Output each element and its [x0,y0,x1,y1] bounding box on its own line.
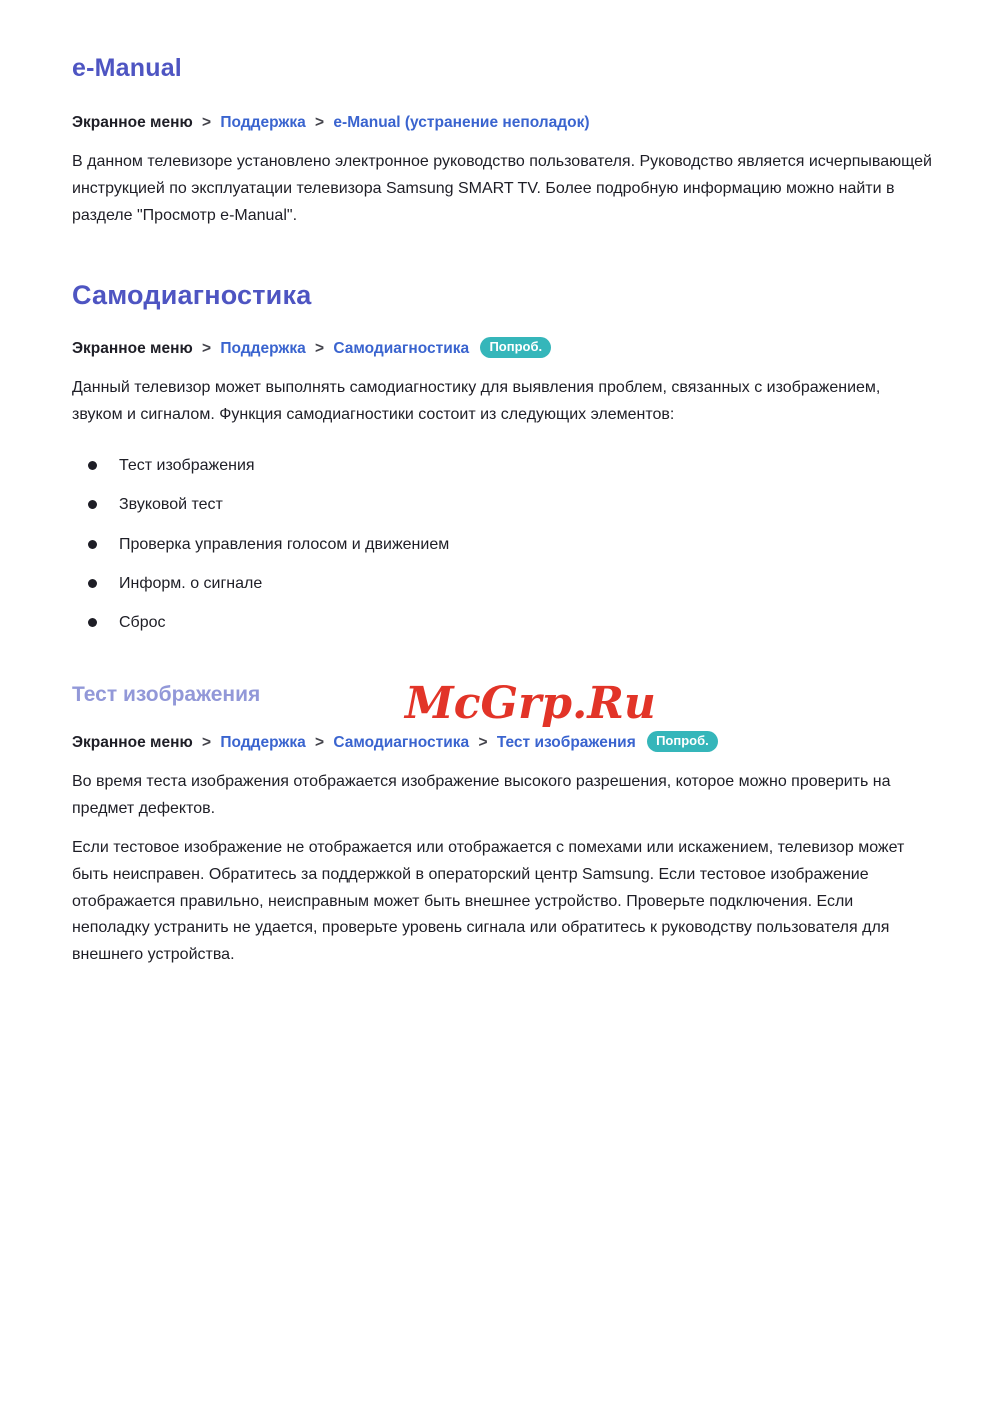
breadcrumb-link-picturetest[interactable]: Тест изображения [496,733,636,751]
section-picturetest [72,683,934,969]
list-item [88,536,934,554]
breadcrumb-link-selfdiag[interactable]: Самодиагностика [333,733,470,751]
paragraph: Данный телевизор может выполнять самодиагностику для выявления проблем, связанных с изображением, звуком и сигналом. Функция самодиагностики состоит из следующих элементов: [72,379,881,423]
breadcrumb-root: Экранное меню [72,339,193,357]
try-now-badge[interactable]: Попроб. [480,337,551,358]
bullet-icon [88,540,97,549]
breadcrumb [72,731,934,754]
page-title: e-Manual [72,54,182,82]
paragraph: Если тестовое изображение не отображается или отображается с помехами или искажением, телевизор может быть неисправен. Обратитесь за поддержкой в операторский центр Samsung. Если тестовое изображение отображается правильно, неисправным может быть внешнее устройство. Проверьте подключения. Если неполадку устранить не удается, проверьте уровень сигнала или обратитесь к руководству пользователя для внешнего устройства. [72,838,905,964]
paragraph: Во время теста изображения отображается изображение высокого разрешения, которое можно проверить на предмет дефектов. [72,773,891,817]
breadcrumb-separator: > [478,733,488,751]
list-item-label: Проверка управления голосом и движением [119,535,450,553]
bullet-icon [88,461,97,470]
watermark: McGrp.Ru [405,678,656,729]
list-item-label: Звуковой тест [119,496,223,514]
try-now-badge[interactable]: Попроб. [647,731,718,752]
breadcrumb [72,337,934,360]
subsection-title: Тест изображения [72,682,261,706]
breadcrumb-root: Экранное меню [72,114,193,131]
section-title: Самодиагностика [72,279,312,310]
list-item-label: Тест изображения [119,456,255,474]
list-item [88,614,934,632]
breadcrumb-link-support[interactable]: Поддержка [220,733,306,751]
bullet-icon [88,618,97,627]
breadcrumb-separator: > [202,339,212,357]
self-diagnosis-list [88,457,934,633]
breadcrumb [72,111,934,134]
breadcrumb-separator: > [202,733,212,751]
breadcrumb-separator: > [315,339,325,357]
list-item-label: Информ. о сигнале [119,575,263,593]
breadcrumb-link-emanual[interactable]: e-Manual (устранение неполадок) [333,114,590,131]
section-emanual [72,54,934,230]
breadcrumb-separator: > [315,114,325,131]
list-item [88,575,934,593]
section-selfdiag [72,280,934,633]
breadcrumb-link-support[interactable]: Поддержка [220,114,306,131]
breadcrumb-link-selfdiag[interactable]: Самодиагностика [333,339,470,357]
list-item [88,457,934,475]
bullet-icon [88,579,97,588]
breadcrumb-separator: > [202,114,212,131]
breadcrumb-separator: > [315,733,325,751]
bullet-icon [88,500,97,509]
list-item-label: Сброс [119,614,166,632]
paragraph: В данном телевизоре установлено электронное руководство пользователя. Руководство является исчерпывающей инструкцией по эксплуатации телевизора Samsung SMART TV. Более подробную информацию можно найти в разделе "Просмотр e-Manual". [72,153,932,224]
breadcrumb-link-support[interactable]: Поддержка [220,339,306,357]
list-item [88,496,934,514]
breadcrumb-root: Экранное меню [72,733,193,751]
